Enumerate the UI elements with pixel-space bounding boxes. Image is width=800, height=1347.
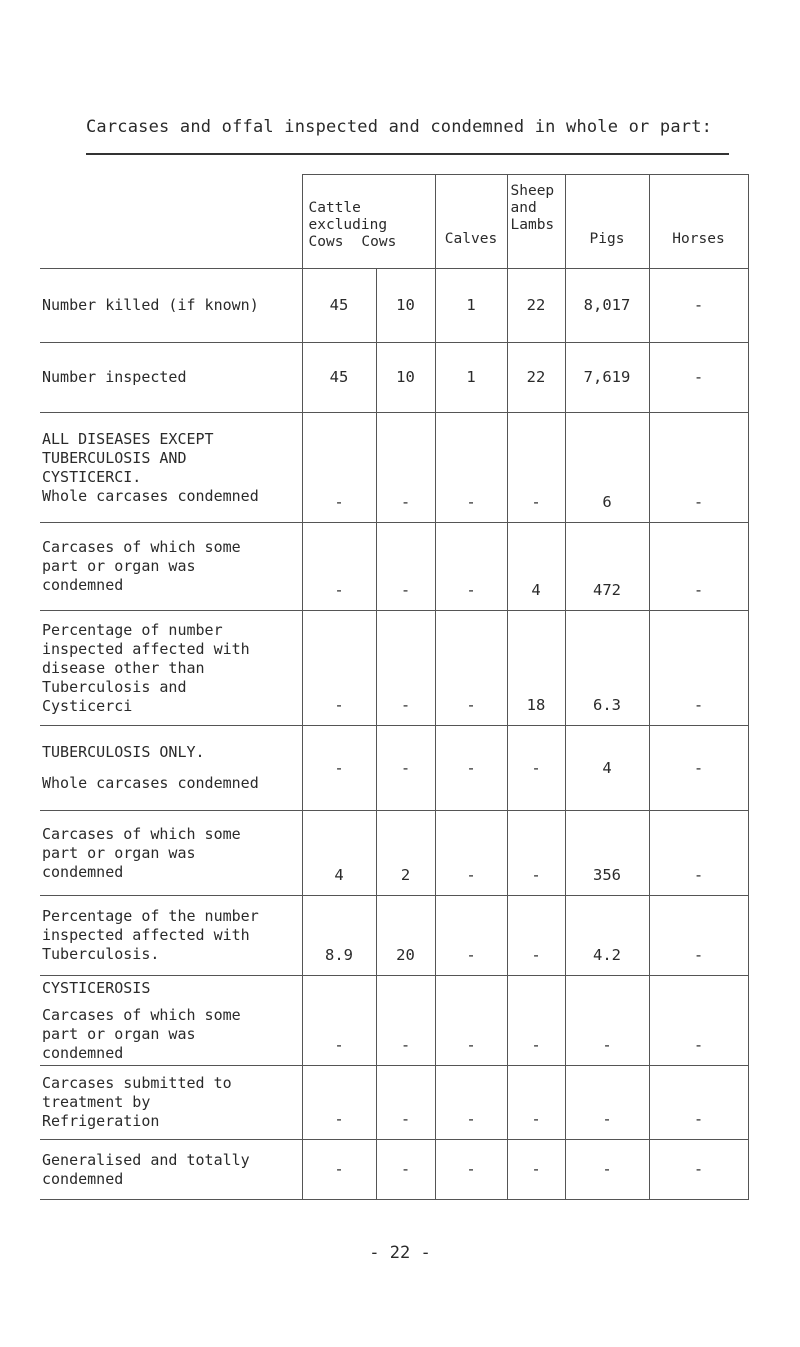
table-row: [40, 269, 748, 343]
header-row: [40, 175, 748, 269]
row-label-line: inspected affected with: [42, 639, 250, 658]
value-cell: -: [649, 896, 748, 976]
row-label: [40, 811, 302, 896]
row-label-line: condemned: [42, 1043, 124, 1062]
row-label: [40, 413, 302, 523]
value-cell: 6: [565, 413, 649, 523]
row-label-line: condemned: [42, 862, 124, 881]
row-label: [40, 611, 302, 726]
value-cell: 4.2: [565, 896, 649, 976]
table-row: [40, 343, 748, 413]
row-label-line: condemned: [42, 576, 124, 594]
value-cell: -: [376, 726, 435, 811]
value-cell: -: [435, 1066, 507, 1140]
value-cell: -: [565, 1140, 649, 1200]
row-label-line: disease other than: [42, 658, 205, 677]
table-row: [40, 726, 748, 811]
row-label-line: ALL DISEASES EXCEPT: [42, 429, 214, 448]
value-cell: -: [649, 611, 748, 726]
value-cell: -: [302, 976, 376, 1066]
value-cell: -: [649, 1066, 748, 1140]
value-cell: 8,017: [565, 269, 649, 343]
row-label-line: CYSTICERCI.: [42, 467, 142, 486]
value-cell: -: [302, 611, 376, 726]
table-row: [40, 413, 748, 523]
value-cell: -: [507, 896, 565, 976]
table-row: [40, 811, 748, 896]
row-label-line: Percentage of the number: [42, 907, 259, 925]
header-cattle-line2: excluding: [308, 217, 388, 233]
value-cell: -: [302, 1140, 376, 1200]
value-cell: -: [435, 1140, 507, 1200]
value-cell: 20: [376, 896, 435, 976]
row-label-line: part or organ was: [42, 1024, 196, 1043]
row-label-line: Number inspected: [42, 368, 187, 386]
title-underline: [86, 153, 729, 155]
value-cell: -: [649, 523, 748, 611]
header-cattle-line1: Cattle: [308, 200, 361, 216]
value-cell: 22: [507, 269, 565, 343]
value-cell: 1: [435, 269, 507, 343]
row-label-line: Carcases submitted to: [42, 1074, 232, 1092]
row-label-line: treatment by: [42, 1093, 151, 1111]
value-cell: -: [435, 896, 507, 976]
page-title: Carcases and offal inspected and condemned in whole or part:: [86, 117, 713, 137]
row-label: [40, 269, 302, 343]
header-sheep-and-lambs: [507, 175, 565, 269]
value-cell: -: [649, 413, 748, 523]
value-cell: 8.9: [302, 896, 376, 976]
value-cell: -: [376, 976, 435, 1066]
value-cell: -: [435, 523, 507, 611]
row-label: [40, 1140, 302, 1200]
value-cell: -: [376, 413, 435, 523]
header-sheep-line2: and: [510, 200, 537, 216]
value-cell: -: [565, 976, 649, 1066]
value-cell: -: [507, 811, 565, 896]
header-cows: Cows: [361, 234, 397, 250]
row-label-line: inspected affected with: [42, 926, 250, 944]
value-cell: -: [649, 343, 748, 413]
header-pigs: Pigs: [565, 175, 649, 269]
row-label-line: Carcases of which some: [42, 538, 241, 556]
row-label-line: CYSTICEROSIS: [42, 978, 151, 997]
row-label-line: condemned: [42, 1169, 124, 1188]
row-label-line: Tuberculosis and: [42, 677, 187, 696]
row-label-line: Refrigeration: [42, 1112, 160, 1130]
table-row: [40, 611, 748, 726]
page-number: - 22 -: [369, 1243, 431, 1263]
table-row: [40, 976, 748, 1066]
header-cattle-excluding-cows: [302, 175, 435, 269]
value-cell: -: [302, 726, 376, 811]
value-cell: 4: [507, 523, 565, 611]
row-label-line: part or organ was: [42, 557, 196, 575]
header-sheep-line3: Lambs: [510, 217, 555, 233]
row-label-line: Whole carcases condemned: [42, 774, 259, 792]
header-cattle-line3: Cows: [308, 234, 344, 250]
value-cell: -: [649, 811, 748, 896]
value-cell: -: [565, 1066, 649, 1140]
header-sheep-line1: Sheep: [510, 183, 555, 199]
row-label-line: Number killed (if known): [42, 296, 259, 314]
value-cell: 4: [565, 726, 649, 811]
table-row: [40, 1066, 748, 1140]
blank-header-cell: [40, 175, 302, 269]
row-label: [40, 896, 302, 976]
row-label: [40, 976, 302, 1066]
value-cell: 10: [376, 269, 435, 343]
header-horses: Horses: [649, 175, 748, 269]
row-label: [40, 523, 302, 611]
value-cell: -: [302, 523, 376, 611]
row-label-line: TUBERCULOSIS AND: [42, 448, 187, 467]
table-row: [40, 523, 748, 611]
row-label-line: Tuberculosis.: [42, 945, 160, 963]
value-cell: 18: [507, 611, 565, 726]
value-cell: -: [507, 413, 565, 523]
row-label-line: Whole carcases condemned: [42, 486, 259, 505]
value-cell: -: [435, 811, 507, 896]
value-cell: 45: [302, 269, 376, 343]
value-cell: 22: [507, 343, 565, 413]
value-cell: -: [507, 976, 565, 1066]
value-cell: -: [435, 976, 507, 1066]
value-cell: -: [649, 269, 748, 343]
value-cell: 45: [302, 343, 376, 413]
value-cell: 2: [376, 811, 435, 896]
value-cell: -: [507, 726, 565, 811]
value-cell: -: [507, 1140, 565, 1200]
value-cell: 6.3: [565, 611, 649, 726]
table-row: [40, 896, 748, 976]
row-label: [40, 726, 302, 811]
value-cell: 356: [565, 811, 649, 896]
header-calves: Calves: [435, 175, 507, 269]
row-label-line: Percentage of number: [42, 620, 223, 639]
value-cell: -: [376, 1066, 435, 1140]
value-cell: -: [376, 611, 435, 726]
value-cell: -: [435, 611, 507, 726]
row-label-line: Cysticerci: [42, 696, 133, 715]
value-cell: 4: [302, 811, 376, 896]
row-label-line: Generalised and totally: [42, 1150, 250, 1169]
table-body: [40, 269, 748, 1200]
value-cell: -: [649, 726, 748, 811]
value-cell: -: [649, 1140, 748, 1200]
value-cell: 472: [565, 523, 649, 611]
value-cell: -: [376, 523, 435, 611]
value-cell: -: [302, 413, 376, 523]
value-cell: 10: [376, 343, 435, 413]
value-cell: -: [435, 413, 507, 523]
row-label-line: Carcases of which some: [42, 824, 241, 843]
row-label: [40, 1066, 302, 1140]
value-cell: -: [649, 976, 748, 1066]
value-cell: -: [302, 1066, 376, 1140]
value-cell: -: [507, 1066, 565, 1140]
row-label-line: Carcases of which some: [42, 1005, 241, 1024]
carcase-inspection-table: [40, 174, 749, 1200]
row-label-line: part or organ was: [42, 843, 196, 862]
value-cell: -: [376, 1140, 435, 1200]
table-row: [40, 1140, 748, 1200]
value-cell: -: [435, 726, 507, 811]
value-cell: 1: [435, 343, 507, 413]
row-label: [40, 343, 302, 413]
value-cell: 7,619: [565, 343, 649, 413]
row-label-line: TUBERCULOSIS ONLY.: [42, 743, 205, 761]
